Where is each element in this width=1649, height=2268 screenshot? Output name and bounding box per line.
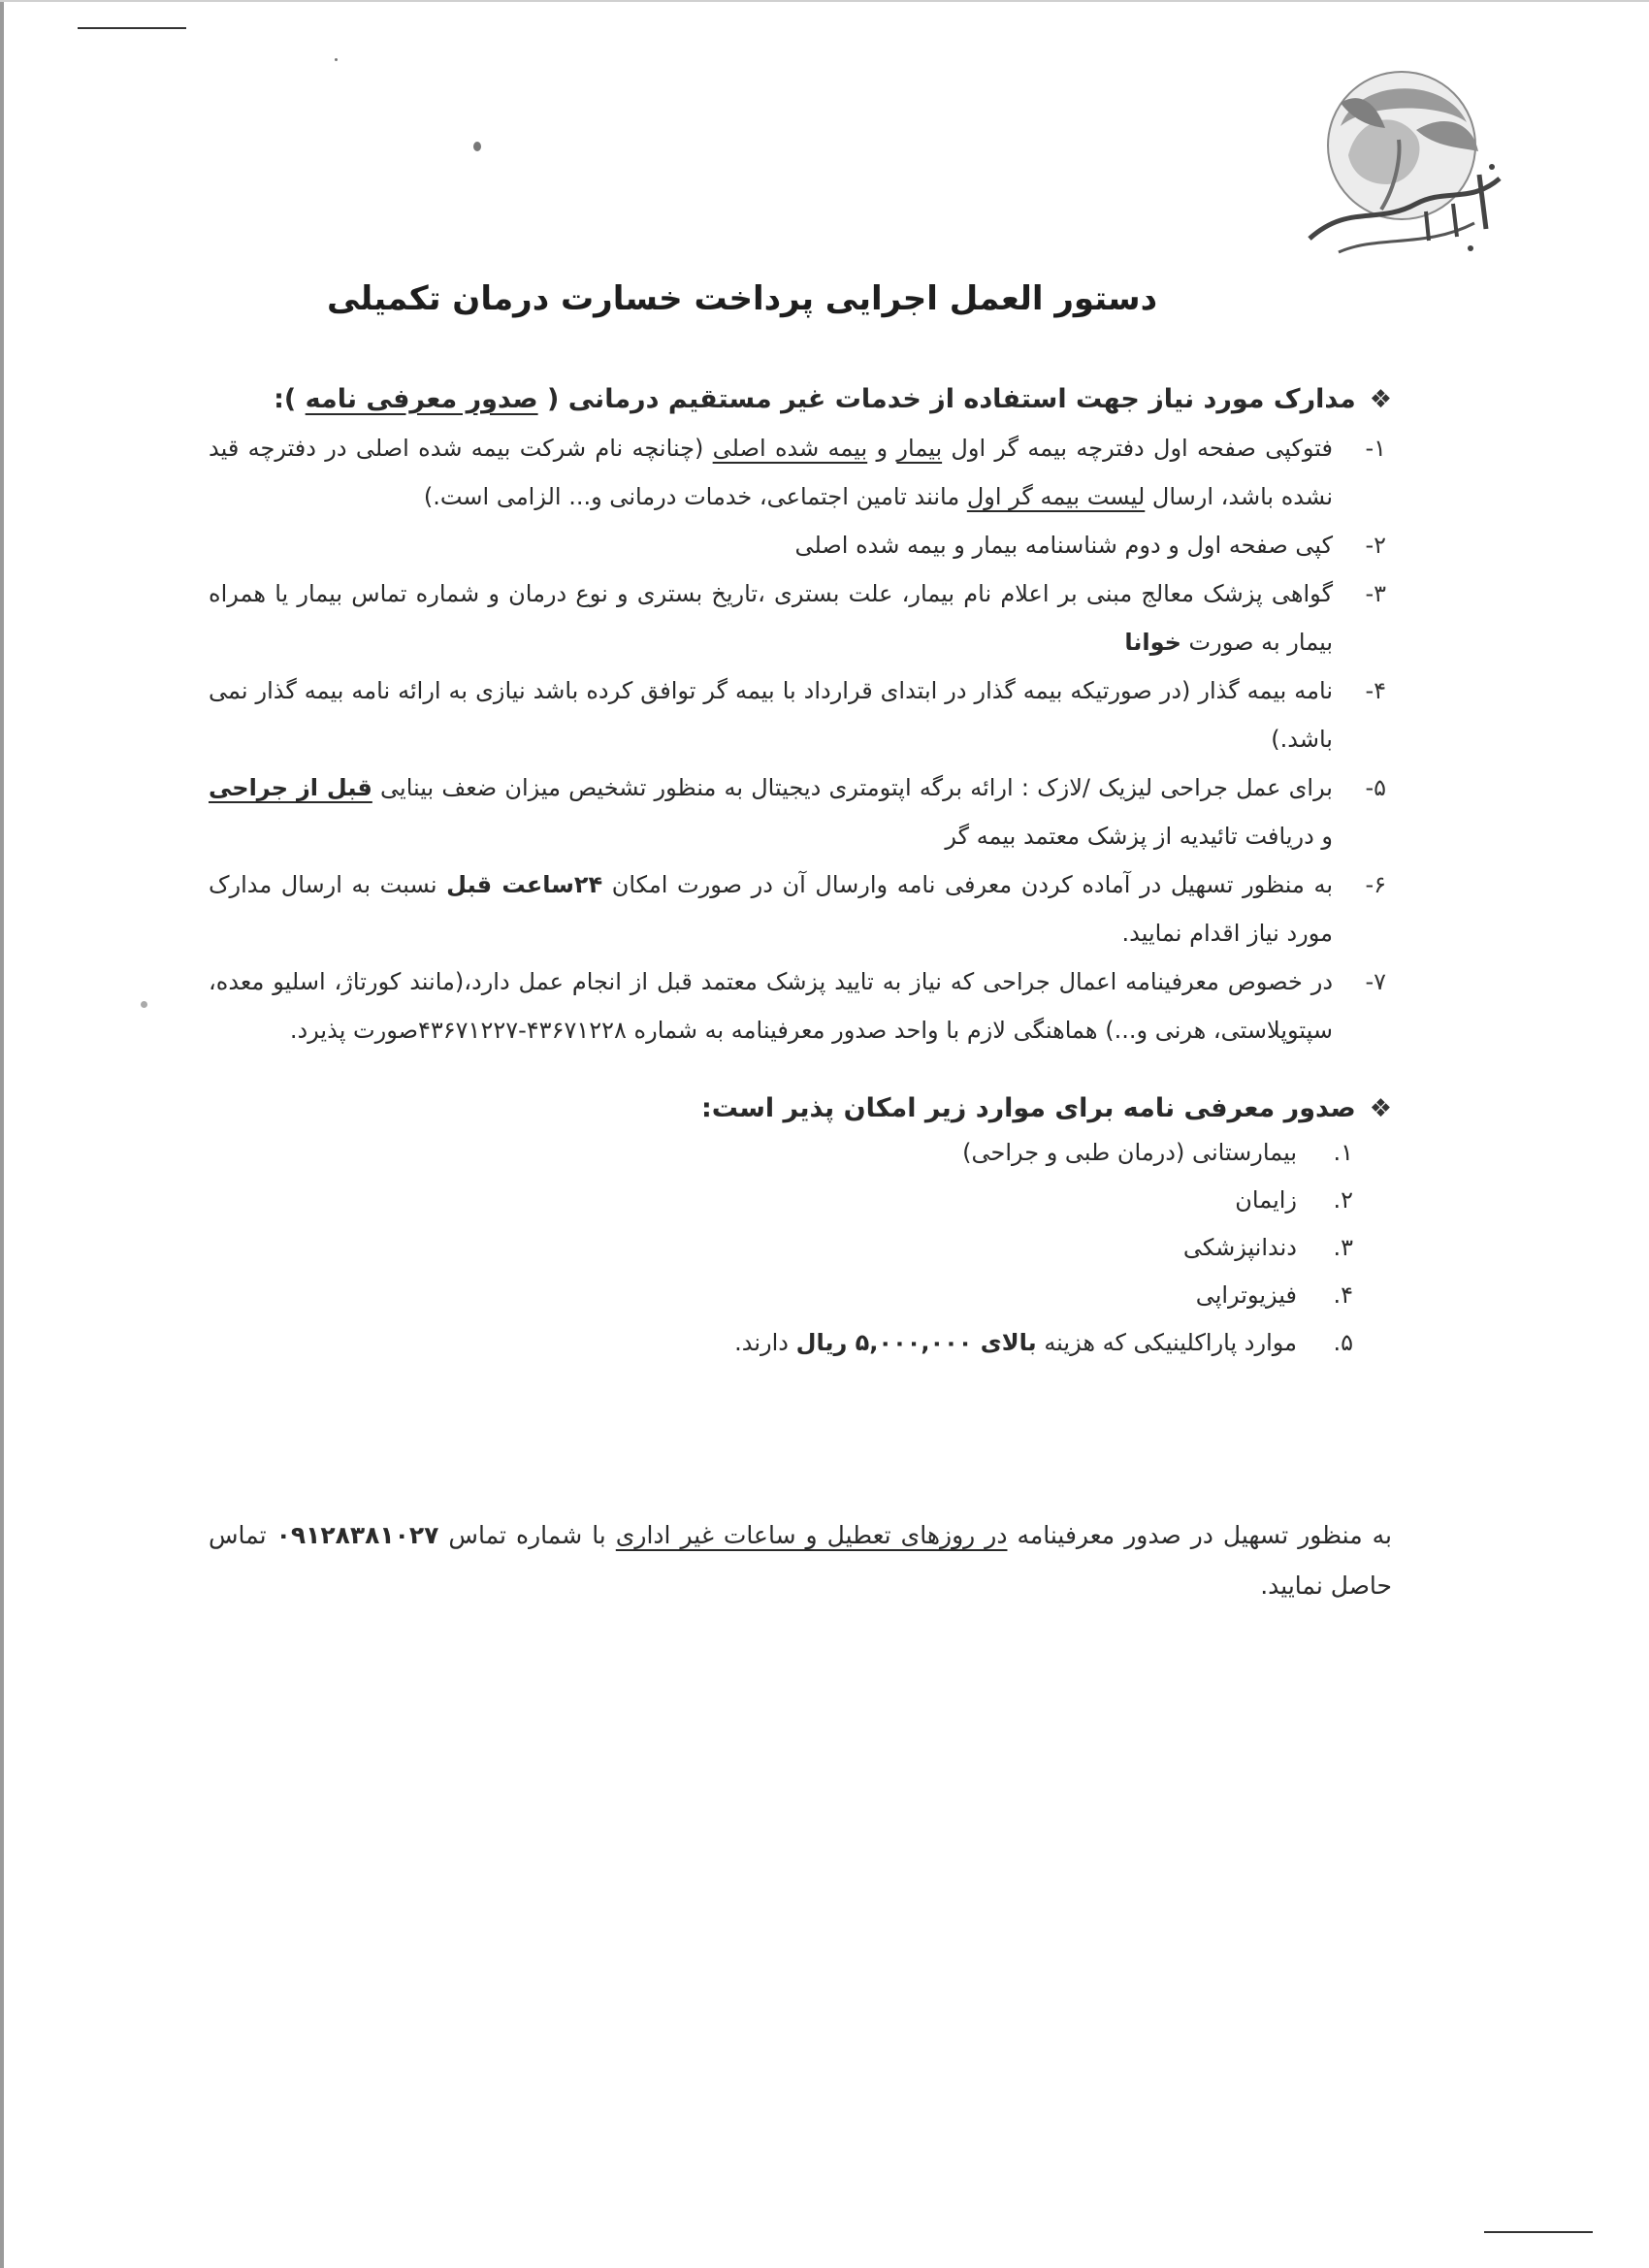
item-number: ۳. — [1333, 1234, 1353, 1261]
list-item — [209, 1319, 1353, 1367]
item-text: موارد پاراکلینیکی که هزینه بالای ۵,۰۰۰,۰۰۰ ریال دارند. — [734, 1329, 1297, 1356]
item-text: برای عمل جراحی لیزیک /لازک : ارائه برگه اپتومتری دیجیتال به منظور تشخیص میزان ضعف بینایی قبل از جراحی و دریافت تائیدیه از پزشک معتمد بیمه گر — [209, 774, 1333, 850]
scan-speck — [473, 142, 481, 151]
document-body — [209, 262, 1392, 1611]
item-text: در خصوص معرفینامه اعمال جراحی که نیاز به تایید پزشک معتمد قبل از انجام عمل دارد،(مانند کورتاژ، اسلیو معده، سپتوپلاستی، هرنی و...) هماهنگی لازم با واحد صدور معرفینامه به شماره ۴۳۶۷۱۲۲۸-۴۳۶۷۱۲۲۷صورت پذیرد. — [209, 968, 1333, 1044]
scan-edge — [0, 0, 4, 2268]
item-number: ۴. — [1333, 1281, 1353, 1309]
list-item — [209, 666, 1392, 763]
item-number: ۲- — [1365, 532, 1386, 559]
list-item — [209, 1177, 1353, 1224]
item-text: نامه بیمه گذار (در صورتیکه بیمه گذار در ابتدای قرارداد با بیمه گر توافق کرده باشد نیازی به ارائه نامه بیمه گذار نمی باشد.) — [209, 677, 1333, 753]
section-required-documents-heading — [209, 384, 1392, 414]
list-item — [209, 1224, 1353, 1272]
item-text: گواهی پزشک معالج مبنی بر اعلام نام بیمار، علت بستری ،تاریخ بستری و نوع درمان و شماره تماس بیمار یا همراه بیمار به صورت خوانا — [209, 580, 1333, 656]
required-documents-list — [209, 424, 1392, 1054]
item-text: فتوکپی صفحه اول دفترچه بیمه گر اول بیمار و بیمه شده اصلی (چنانچه نام شرکت بیمه شده اصلی در دفترچه قید نشده باشد، ارسال لیست بیمه گر اول مانند تامین اجتماعی، خدمات درمانی و... الزامی است.) — [209, 435, 1334, 510]
item-number: ۵. — [1333, 1329, 1353, 1356]
list-item — [209, 1272, 1353, 1319]
section-heading-text: صدور معرفی نامه برای موارد زیر امکان پذیر است: — [700, 1093, 1356, 1123]
list-item — [209, 424, 1392, 521]
item-number: ۱- — [1365, 435, 1386, 462]
item-text: به منظور تسهیل در آماده کردن معرفی نامه وارسال آن در صورت امکان ۲۴ساعت قبل نسبت به ارسال مدارک مورد نیاز اقدام نمایید. — [209, 871, 1333, 947]
contact-phone-number: ۰۹۱۲۸۳۸۱۰۲۷ — [275, 1521, 439, 1549]
item-text: دندانپزشکی — [1182, 1234, 1297, 1261]
list-item — [209, 957, 1392, 1054]
list-item — [209, 521, 1392, 569]
scan-speck — [335, 58, 338, 61]
item-text: فیزیوتراپی — [1195, 1281, 1297, 1309]
item-text: زایمان — [1235, 1186, 1297, 1214]
item-text: کپی صفحه اول و دوم شناسنامه بیمار و بیمه شده اصلی — [794, 532, 1333, 559]
item-number: ۱. — [1333, 1139, 1353, 1166]
flower-bullet-icon: ❖ — [1369, 385, 1392, 414]
document-title: دستور العمل اجرایی پرداخت خسارت درمان تکمیلی — [326, 279, 1158, 318]
scan-speck — [141, 1001, 147, 1008]
item-number: ۵- — [1365, 774, 1386, 801]
item-number: ۴- — [1365, 677, 1386, 704]
item-number: ۲. — [1333, 1186, 1353, 1214]
list-item — [209, 763, 1392, 860]
corner-mark-top — [78, 27, 186, 29]
parsian-insurance-logo-icon — [1280, 58, 1513, 272]
corner-mark-bottom — [1484, 2231, 1593, 2233]
section-heading-text: مدارک مورد نیاز جهت استفاده از خدمات غیر مستقیم درمانی ( صدور معرفی نامه ): — [274, 384, 1356, 414]
list-item — [209, 569, 1392, 666]
item-text: بیمارستانی (درمان طبی و جراحی) — [962, 1139, 1297, 1166]
list-item — [209, 1129, 1353, 1177]
referral-cases-list — [209, 1129, 1392, 1367]
item-number: ۶- — [1365, 871, 1386, 898]
item-number: ۷- — [1365, 968, 1386, 995]
item-number: ۳- — [1365, 580, 1386, 607]
list-item — [209, 860, 1392, 957]
section-referral-cases-heading — [209, 1093, 1392, 1123]
contact-note: به منظور تسهیل در صدور معرفینامه در روزهای تعطیل و ساعات غیر اداری با شماره تماس ۰۹۱۲۸۳۸۱۰۲۷ تماس حاصل نمایید. — [209, 1521, 1392, 1600]
flower-bullet-icon: ❖ — [1369, 1094, 1392, 1123]
scan-edge-top — [0, 0, 1649, 2]
